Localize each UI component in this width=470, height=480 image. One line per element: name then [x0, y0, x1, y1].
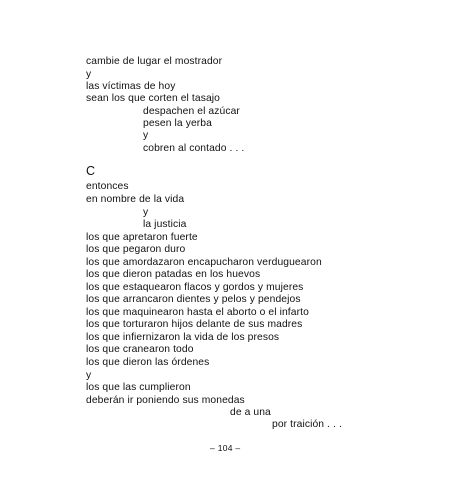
- poem-line: los que infiernizaron la vida de los presos: [86, 332, 280, 343]
- poem-line: los que maquinearon hasta el aborto o el infarto: [86, 307, 309, 318]
- poem-line: los que las cumplieron: [86, 382, 191, 393]
- poem-line: los que amordazaron encapucharon verduguearon: [86, 257, 322, 268]
- poem-line: por traición . . .: [272, 419, 342, 430]
- poem-line: los que apretaron fuerte: [86, 232, 198, 243]
- poem-line: los que dieron patadas en los huevos: [86, 269, 261, 280]
- section-letter: C: [86, 164, 96, 178]
- poem-line: sean los que corten el tasajo: [86, 93, 220, 104]
- poem-line: cambie de lugar el mostrador: [86, 56, 223, 67]
- poem-line: los que estaquearon flacos y gordos y mujeres: [86, 282, 304, 293]
- poem-line: las víctimas de hoy: [86, 81, 176, 92]
- poem-line: los que dieron las órdenes: [86, 357, 210, 368]
- poem-line: cobren al contado . . .: [143, 143, 245, 154]
- poem-line: los que torturaron hijos delante de sus madres: [86, 319, 303, 330]
- poem-line: y: [86, 69, 92, 80]
- poem-line: en nombre de la vida: [86, 194, 185, 205]
- poem-line: la justicia: [143, 219, 187, 230]
- poem-line: entonces: [86, 181, 129, 192]
- poem-line: despachen el azúcar: [143, 106, 240, 117]
- poem-line: y: [86, 370, 92, 381]
- poem-line: pesen la yerba: [143, 118, 212, 129]
- poem-line: los que cranearon todo: [86, 344, 194, 355]
- poem-line: los que pegaron duro: [86, 244, 186, 255]
- poem-line: los que arrancaron dientes y pelos y pendejos: [86, 294, 301, 305]
- poem-line: y: [143, 130, 149, 141]
- poem-line: de a una: [230, 407, 271, 418]
- poem-line: y: [143, 207, 149, 218]
- poem-line: deberán ir poniendo sus monedas: [86, 395, 245, 406]
- page-number: – 104 –: [210, 443, 241, 453]
